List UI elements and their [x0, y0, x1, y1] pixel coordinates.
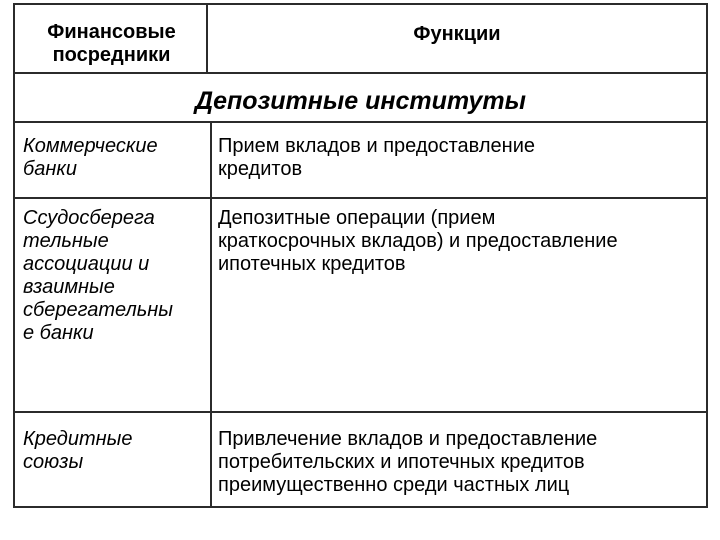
financial-intermediaries-table — [13, 3, 708, 508]
row-2-function: Депозитные операции (прием краткосрочных вкладов) и предоставление ипотечных кредитов — [218, 207, 618, 275]
header-intermediaries: Финансовые посредники — [47, 21, 176, 66]
row-3-name: Кредитные союзы — [23, 428, 133, 473]
header-divider — [15, 72, 706, 74]
row-divider-1 — [15, 197, 706, 199]
row-2-name: Ссудосберега тельные ассоциации и взаимные сберегательны е банки — [23, 207, 174, 344]
row-1-name: Коммерческие банки — [23, 135, 158, 180]
row-divider-2 — [15, 411, 706, 413]
section-title: Депозитные институты — [195, 87, 526, 115]
body-column-divider — [210, 121, 212, 508]
row-1-function: Прием вкладов и предоставление кредитов — [218, 135, 535, 180]
header-functions: Функции — [413, 23, 501, 45]
row-3-function: Привлечение вкладов и предоставление потребительских и ипотечных кредитов преимущественно среди частных лиц — [218, 428, 598, 496]
section-divider — [15, 121, 706, 123]
